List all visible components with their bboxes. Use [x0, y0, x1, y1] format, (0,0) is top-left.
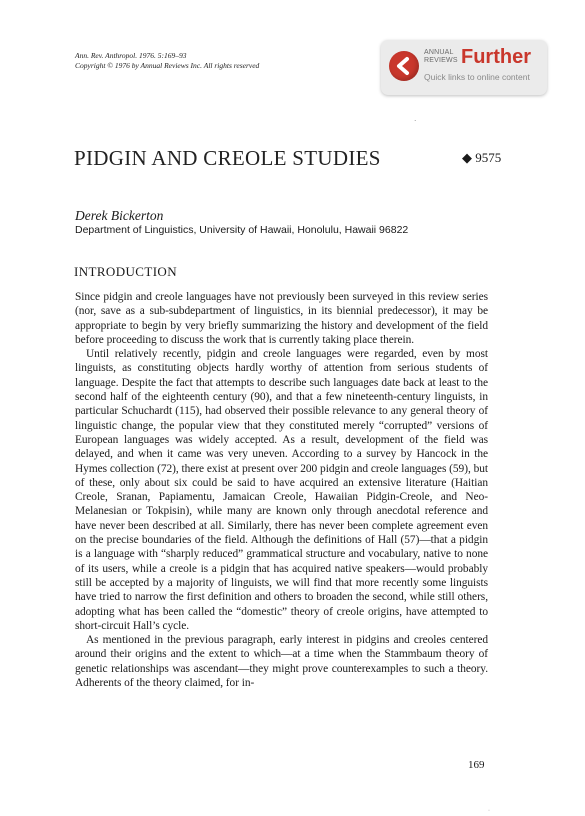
paragraph-2: Until relatively recently, pidgin and creole languages were regarded, even by most linguists, as constituting objects hardly worthy of attention from serious students of language. Despite the fact that attempts to describe such languages date back at least to the second half of the eighteenth century (90), and that a few nineteenth-century linguists, in particular Schuchardt (115), had observed their possible relevance to any general theory of linguistic change, the popular view that they constituted merely “corrupted” versions of European languages was widely accepted. As a result, development of the field was delayed, and when it came was very uneven. According to a survey by Hancock in the Hymes collection (72), there exist at present over 200 pidgin and creole languages (59), but of these, only about six could be said to have acquired an extensive literature (Haitian Creole, Sranan, Papiamentu, Jamaican Creole, Hawaiian Pidgin-Creole, and Neo-Melanesian or Tokpisin), while many are known only through anecdotal reference and have never been described at all. Similarly, there has never been complete agreement even on the precise boundaries of the field. Although the definitions of Hall (57)—that a pidgin is a language with “sharply reduced” grammatical structure and vocabulary, native to none of its users, while a creole is a pidgin that has acquired native speakers—would probably still be accepted by a majority of linguists, we will find that more recently some linguists have tried to narrow the first definition and others to broaden the second, while still others, adopting what has been called the “domestic” theory of creole origins, have attempted to short-circuit Hall’s cycle. [75, 348, 488, 632]
article-number: ◆ 9575 [462, 150, 502, 165]
author-name: Derek Bickerton [75, 208, 164, 223]
body-text [75, 290, 488, 690]
bottom-mark: · [488, 808, 490, 814]
badge-publisher: ANNUAL REVIEWS [424, 49, 458, 64]
author-affiliation: Department of Linguistics, University of Hawaii, Honolulu, Hawaii 96822 [75, 224, 409, 236]
article-title: PIDGIN AND CREOLE STUDIES [74, 146, 381, 170]
page-mark: · [414, 117, 417, 125]
citation-line-1: Ann. Rev. Anthropol. 1976. 5:169–93 [75, 51, 187, 60]
badge-further-label: Further [461, 46, 531, 68]
badge-subtitle: Quick links to online content [424, 72, 530, 82]
paragraph-3: As mentioned in the previous paragraph, early interest in pidgins and creoles centered around their origins and the extent to which—at a time when the Stammbaum theory of genetic relationships was ascendant—they might prove counterexamples to such a theory. Adherents of the theory claimed, for in- [75, 634, 488, 690]
annual-reviews-further-badge[interactable] [381, 40, 547, 95]
section-heading: INTRODUCTION [74, 264, 178, 279]
journal-citation [75, 51, 259, 71]
page-number: 169 [468, 759, 485, 771]
citation-line-2: Copyright © 1976 by Annual Reviews Inc. All rights reserved [75, 61, 260, 70]
paragraph-1: Since pidgin and creole languages have not previously been surveyed in this review series (nor, save as a sub-subdepartment of linguistics, in its biennial predecessor), it may be appropriate to begin by very briefly summarizing the history and development of the field before proceeding to discuss the work that is currently taking place therein. [75, 291, 488, 346]
left-arrow-icon [389, 51, 419, 81]
